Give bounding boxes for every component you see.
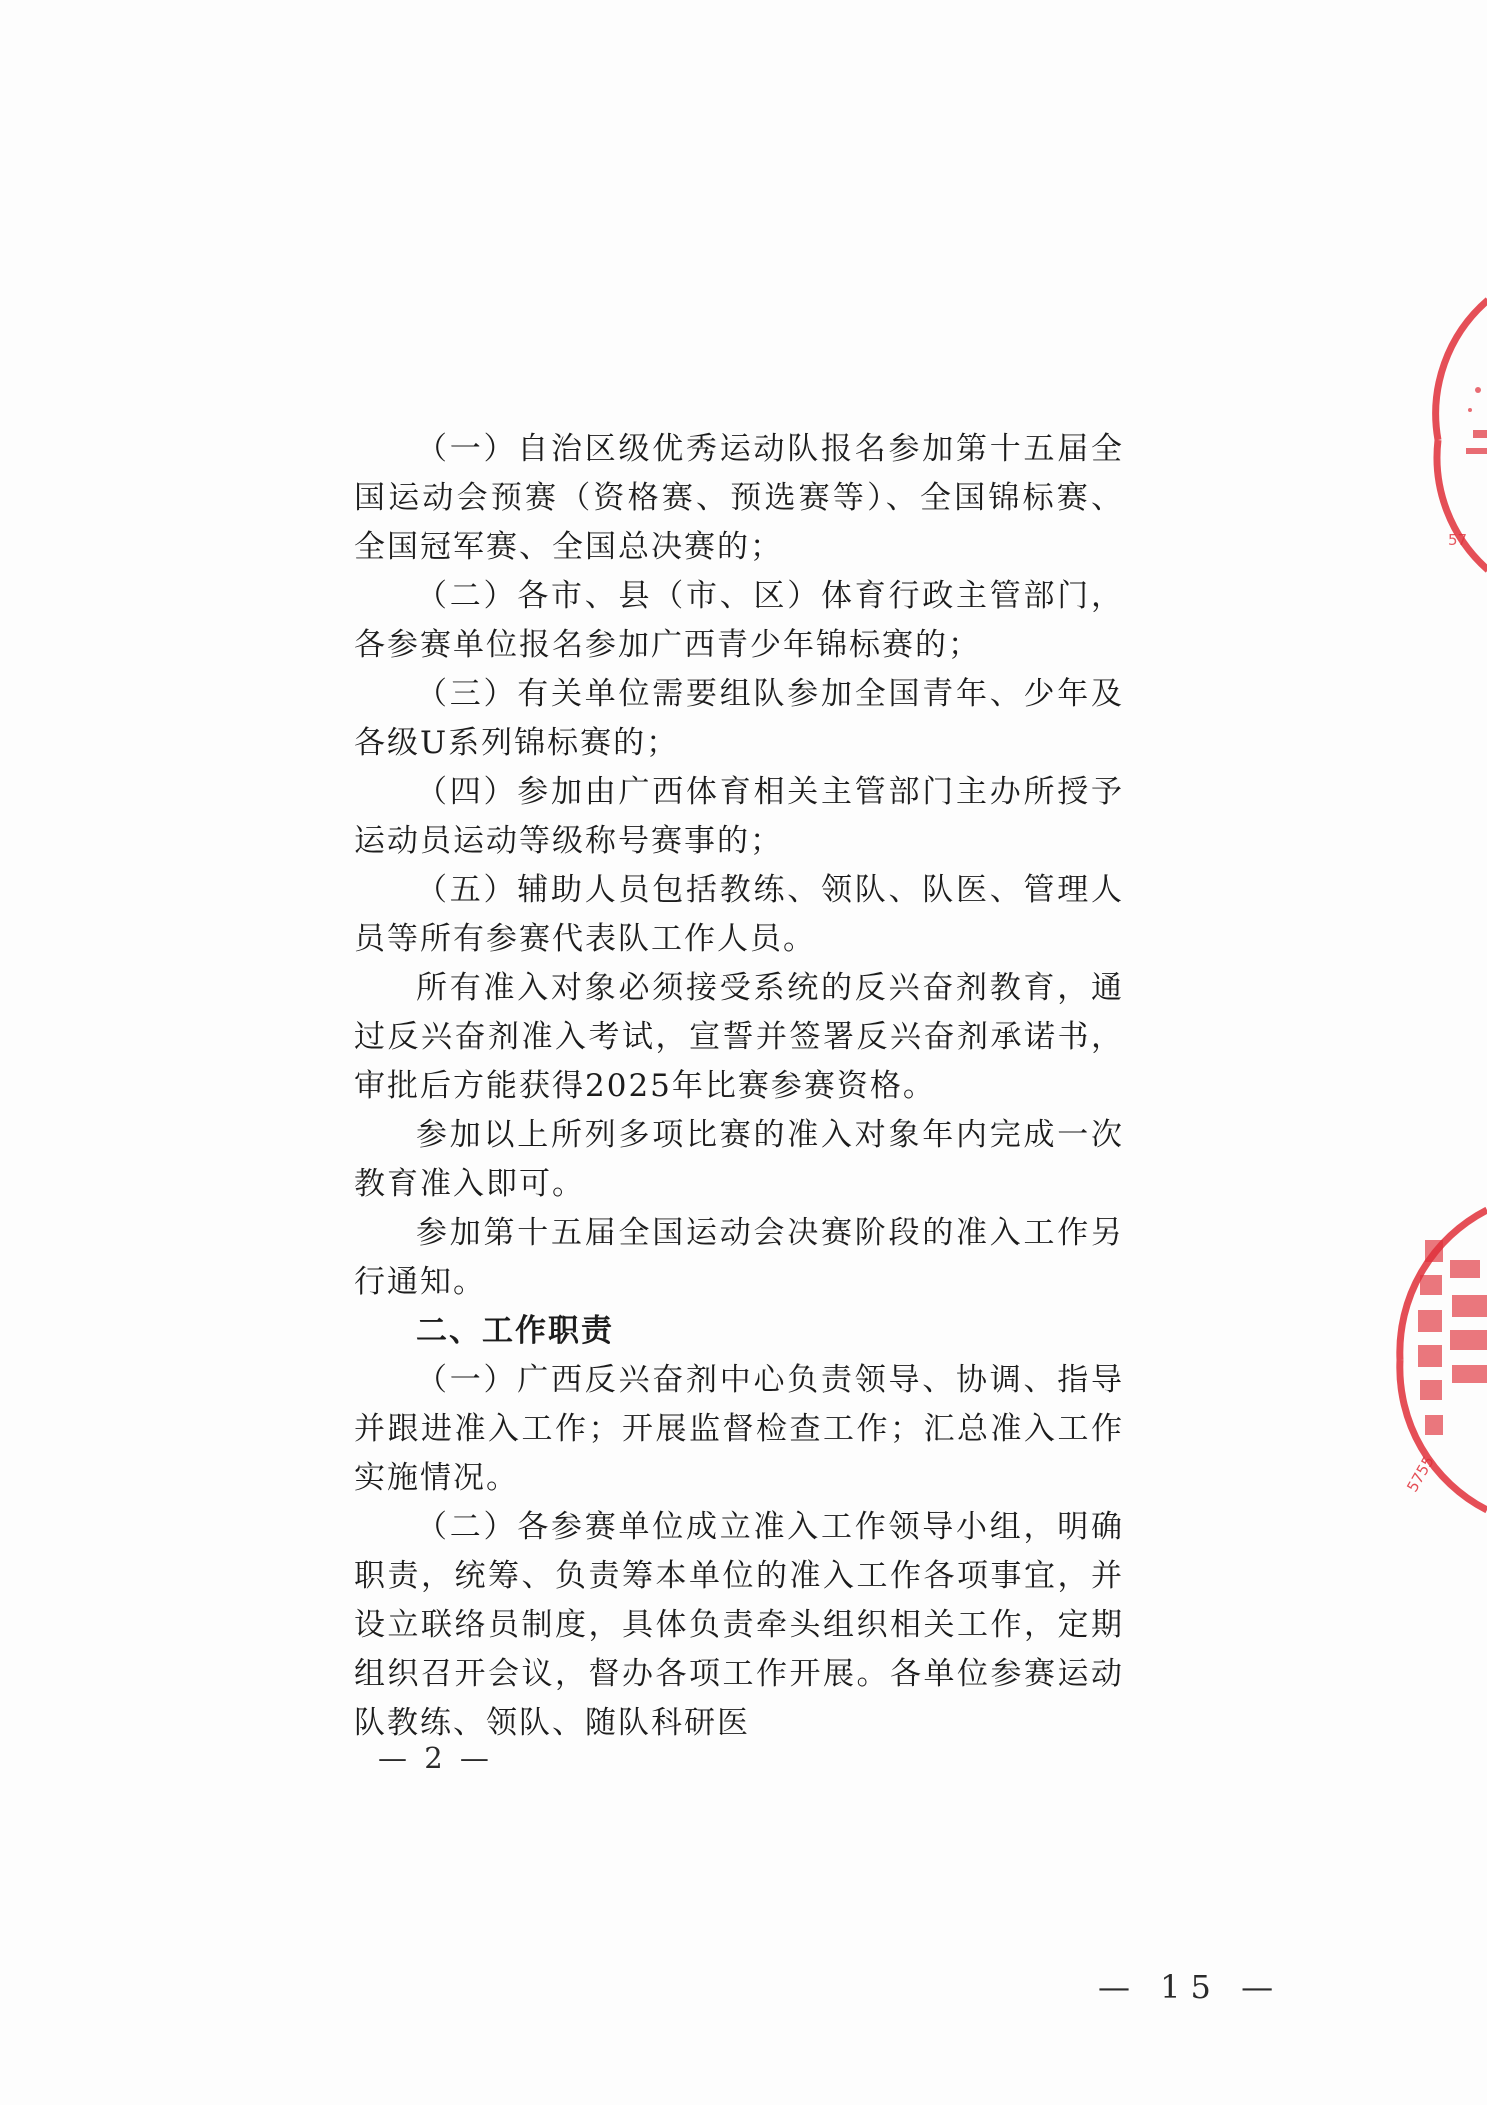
section-heading: 二、工作职责 [416,1313,614,1349]
body-text [354,425,1124,1748]
paragraph-item-2: （二）各市、县（市、区）体育行政主管部门，各参赛单位报名参加广西青少年锦标赛的； [354,578,1124,663]
paragraph-duty-1: （一）广西反兴奋剂中心负责领导、协调、指导并跟进准入工作；开展监督检查工作；汇总准入工作实施情况。 [354,1362,1124,1496]
seal-number-top: 57 [1448,531,1468,549]
paragraph-item-5: （五）辅助人员包括教练、领队、队医、管理人员等所有参赛代表队工作人员。 [354,872,1124,957]
paragraph-finals-notice: 参加第十五届全国运动会决赛阶段的准入工作另行通知。 [354,1215,1124,1300]
paragraph-item-4: （四）参加由广西体育相关主管部门主办所授予运动员运动等级称号赛事的； [354,774,1124,859]
paragraph-duty-2: （二）各参赛单位成立准入工作领导小组，明确职责，统筹、负责筹本单位的准入工作各项事宜，并设立联络员制度，具体负责牵头组织相关工作，定期组织召开会议，督办各项工作开展。各单位参赛运动队教练、领队、随队科研医 [354,1509,1124,1741]
official-seal-fragment-bottom [1390,1200,1487,1520]
inner-page-number: — 2 — [378,1741,493,1775]
outer-page-number: — 15 — [1098,1968,1284,2006]
official-seal-fragment-top [1418,290,1487,580]
paragraph-item-3: （三）有关单位需要组队参加全国青年、少年及各级U系列锦标赛的； [354,676,1124,761]
paragraph-item-1: （一）自治区级优秀运动队报名参加第十五届全国运动会预赛（资格赛、预选赛等）、全国锦标赛、全国冠军赛、全国总决赛的； [354,431,1124,565]
seal-number-bottom: 5755 [1403,1453,1438,1496]
paragraph-admission-requirement: 所有准入对象必须接受系统的反兴奋剂教育，通过反兴奋剂准入考试，宣誓并签署反兴奋剂承诺书，审批后方能获得2025年比赛参赛资格。 [354,970,1124,1104]
paragraph-multiple-events: 参加以上所列多项比赛的准入对象年内完成一次教育准入即可。 [354,1117,1124,1202]
